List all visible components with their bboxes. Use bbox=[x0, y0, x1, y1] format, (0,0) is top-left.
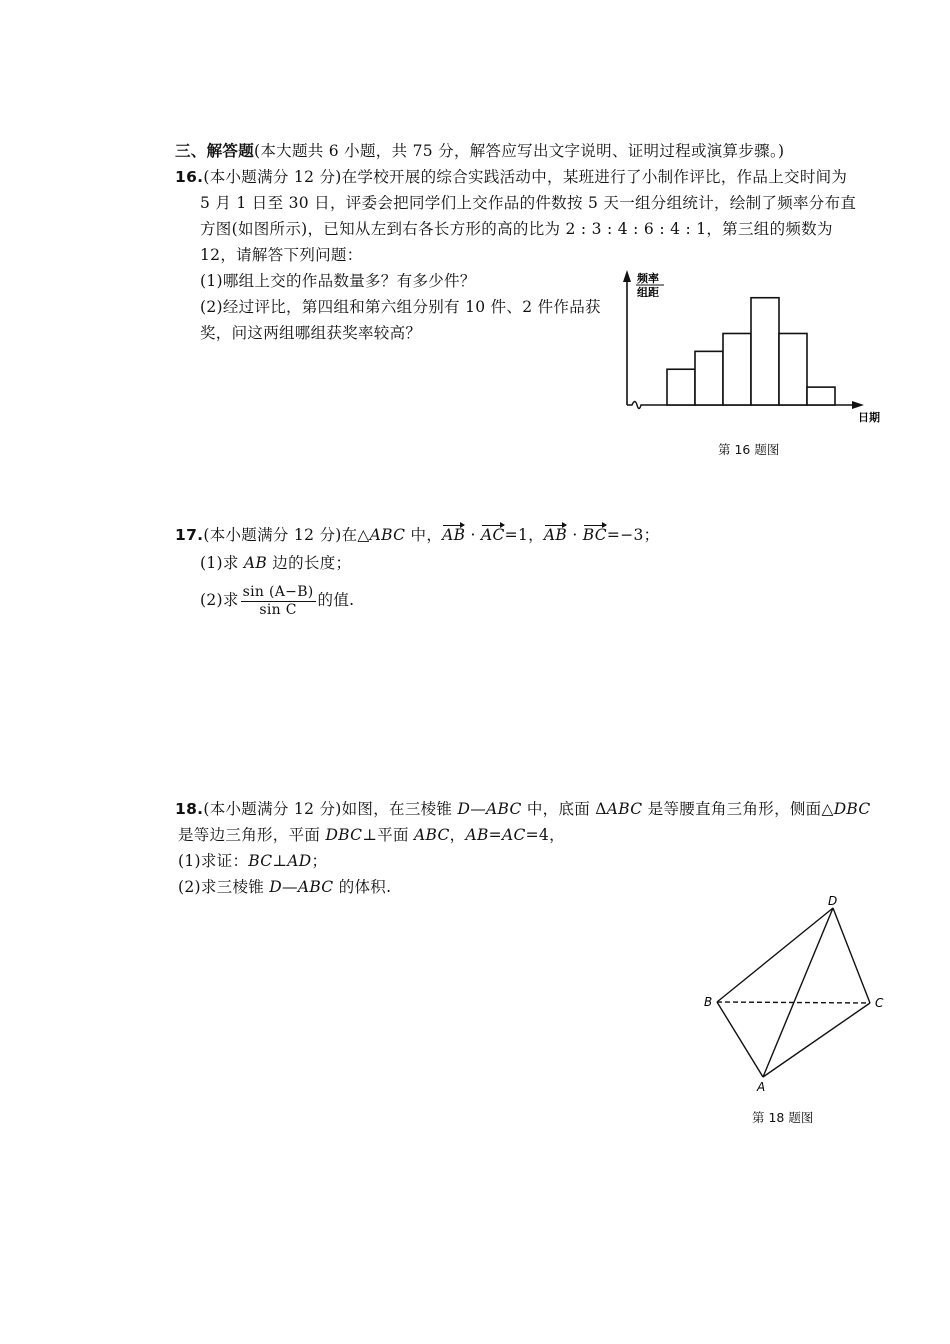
q18-l2-pre: 是等边三角形，平面 bbox=[178, 826, 326, 844]
q18-p1-end: ； bbox=[311, 852, 328, 870]
vertex-label-a: A bbox=[757, 1080, 766, 1094]
q17-intro: (本小题满分 12 分)在△ bbox=[203, 526, 370, 544]
q18-l1-mid2: 是等腰直角三角形，侧面△ bbox=[642, 800, 834, 818]
q18-l2-v2: ABC bbox=[414, 826, 450, 844]
q16-part1: (1)哪组上交的作品数量多？有多少件？ bbox=[200, 272, 476, 290]
q18-p1-v2: AD bbox=[287, 852, 312, 870]
histogram-bar-2 bbox=[695, 351, 723, 405]
fraction-numerator: sin (A−B) bbox=[242, 583, 314, 600]
bar-group bbox=[667, 298, 835, 405]
dot-op: · bbox=[465, 526, 481, 544]
q17-eq2: =−3； bbox=[606, 526, 660, 544]
xlabel: 日期 bbox=[858, 411, 880, 424]
q17-number: 17. bbox=[175, 526, 204, 544]
q16-line1 bbox=[175, 166, 847, 188]
q18-p2-end: 的体积. bbox=[333, 878, 392, 896]
q16-line3: 方图(如图所示)，已知从左到右各长方形的高的比为 2 : 3 : 4 : 6 : 4 : 1，第三组的频数为 bbox=[200, 220, 833, 238]
fraction-denominator: sin C bbox=[259, 601, 297, 618]
axis-break-squiggle bbox=[627, 402, 645, 409]
q18-l1-pre: (本小题满分 12 分)如图，在三棱锥 bbox=[203, 800, 458, 818]
histogram-bar-6 bbox=[807, 387, 835, 405]
edge-ad bbox=[763, 908, 833, 1077]
vertex-label-d: D bbox=[828, 894, 838, 908]
vertex-label-c: C bbox=[875, 996, 884, 1010]
section-title: 三、解答题 bbox=[175, 141, 255, 160]
q18-p2-pre: (2)求三棱锥 bbox=[178, 878, 270, 896]
q16-caption: 第 16 题图 bbox=[718, 442, 780, 457]
tetrahedron-figure bbox=[700, 895, 890, 1095]
histogram-bar-3 bbox=[723, 333, 751, 405]
section-heading bbox=[175, 140, 784, 162]
q17-mid: 中， bbox=[405, 526, 443, 544]
edge-ba bbox=[717, 1002, 763, 1077]
q18-p1-pre: (1)求证： bbox=[178, 852, 249, 870]
q18-number: 18. bbox=[175, 800, 204, 818]
q18-part1 bbox=[178, 850, 327, 872]
q18-line2 bbox=[178, 824, 565, 846]
q17-part2-pre: (2)求 bbox=[200, 591, 239, 609]
q16-part2b: 奖，问这两组哪组获奖率较高？ bbox=[200, 324, 422, 342]
q18-l2-v4: AC bbox=[501, 826, 526, 844]
q16-text1: (本小题满分 12 分)在学校开展的综合实践活动中，某班进行了小制作评比，作品上交时间为 bbox=[203, 168, 848, 186]
histogram-chart bbox=[600, 260, 900, 435]
histogram-bar-4 bbox=[751, 298, 779, 405]
q18-l2-mid2: ， bbox=[449, 826, 466, 844]
q16-part2a: (2)经过评比，第四组和第六组分别有 10 件、2 件作品获 bbox=[200, 298, 601, 316]
q18-l2-mid: ⊥平面 bbox=[362, 826, 415, 844]
q18-l1-v3: DBC bbox=[833, 800, 871, 818]
q17-triangle: ABC bbox=[369, 526, 406, 544]
q18-p1-v1: BC bbox=[248, 852, 273, 870]
q17-part1 bbox=[200, 552, 351, 574]
q16-line2: 5 月 1 日至 30 日，评委会把同学们上交作品的件数按 5 天一组分组统计，绘制了频率分布直 bbox=[200, 194, 857, 212]
q17-part2 bbox=[200, 582, 354, 619]
y-axis-arrow bbox=[623, 270, 631, 282]
q18-l2-end: =4， bbox=[525, 826, 565, 844]
x-axis-arrow bbox=[852, 401, 864, 409]
vertex-label-b: B bbox=[704, 995, 713, 1009]
q17-eq1: =1， bbox=[504, 526, 544, 544]
q18-l1-v2: ABC bbox=[606, 800, 643, 818]
q18-l2-v1: DBC bbox=[325, 826, 363, 844]
histogram-bar-1 bbox=[667, 369, 695, 405]
q18-p1-perp: ⊥ bbox=[272, 852, 288, 870]
q16-line4: 12，请解答下列问题： bbox=[200, 246, 363, 264]
dot-op-2: · bbox=[567, 526, 583, 544]
q17-part1-post: 边的长度； bbox=[267, 554, 352, 572]
vector-ab: AB bbox=[442, 526, 466, 544]
vector-bc: BC bbox=[582, 526, 607, 544]
edge-bd bbox=[717, 908, 833, 1002]
q17-part1-var: AB bbox=[243, 554, 268, 572]
q17-part2-post: 的值. bbox=[317, 591, 355, 609]
q17-part1-pre: (1)求 bbox=[200, 554, 244, 572]
q18-l1-v1: D—ABC bbox=[457, 800, 522, 818]
ylabel-top: 频率 bbox=[637, 272, 659, 285]
q18-l2-v3: AB bbox=[465, 826, 489, 844]
q18-part2 bbox=[178, 876, 391, 898]
edge-bc-hidden bbox=[717, 1002, 870, 1003]
sin-fraction bbox=[241, 584, 316, 619]
vector-ac: AC bbox=[481, 526, 505, 544]
q18-l2-eq: = bbox=[488, 826, 502, 844]
q18-p2-v: D—ABC bbox=[269, 878, 334, 896]
q18-l1-mid: 中，底面 Δ bbox=[521, 800, 607, 818]
ylabel-bottom: 组距 bbox=[637, 286, 659, 299]
q16-number: 16. bbox=[175, 168, 204, 186]
q17-line1 bbox=[175, 524, 659, 546]
q18-line1 bbox=[175, 798, 871, 820]
q18-caption: 第 18 题图 bbox=[752, 1110, 814, 1125]
histogram-bar-5 bbox=[779, 333, 807, 405]
section-note: (本大题共 6 小题，共 75 分，解答应写出文字说明、证明过程或演算步骤。) bbox=[254, 142, 785, 160]
vector-ab-2: AB bbox=[543, 526, 568, 544]
edge-dc bbox=[833, 908, 870, 1003]
